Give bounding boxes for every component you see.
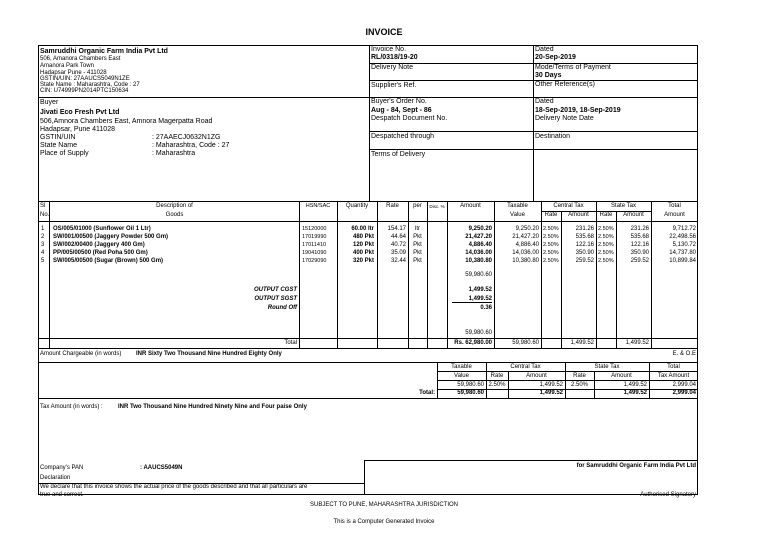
item-hsn: 19041090 bbox=[302, 250, 327, 256]
item-amount: 14,036.00 bbox=[465, 250, 492, 256]
summary-state: State Tax bbox=[594, 364, 620, 370]
item-total: 9,712.72 bbox=[672, 226, 696, 232]
other-ref-label: Other Reference(s) bbox=[535, 81, 595, 88]
item-quantity: 400 Pkt bbox=[352, 250, 374, 256]
item-ct-rate: 2.50% bbox=[543, 234, 559, 240]
item-hsn: 17019990 bbox=[302, 234, 327, 240]
grand-total: Rs. 62,980.00 bbox=[454, 340, 492, 346]
item-ct-amount: 122.16 bbox=[575, 242, 594, 248]
item-taxable: 4,886.40 bbox=[515, 242, 539, 248]
item-sl: 2 bbox=[41, 234, 45, 240]
amount-words: INR Sixty Two Thousand Nine Hundred Eighty Only bbox=[136, 351, 282, 357]
item-description: SW/002/00400 (Jaggery 400 Gm) bbox=[53, 242, 145, 248]
item-total: 5,130.72 bbox=[672, 242, 696, 248]
item-st-amount: 259.52 bbox=[630, 258, 649, 264]
header-description: Description of bbox=[156, 203, 193, 209]
item-rate: 35.09 bbox=[390, 250, 406, 256]
buyer-address: 506,Amnora Chambers East, Amnora Magerpatta Road bbox=[40, 118, 213, 125]
item-amount: 21,427.20 bbox=[465, 234, 492, 240]
item-ct-rate: 2.50% bbox=[543, 250, 559, 256]
pan-label: Company's PAN bbox=[40, 465, 84, 471]
header-ct-rate: Rate bbox=[544, 212, 558, 218]
item-total: 22,498.56 bbox=[669, 234, 696, 240]
invoice-no: RL/0318/19-20 bbox=[371, 54, 418, 61]
seller-line: State Name : Maharashtra, Code : 27 bbox=[40, 82, 140, 88]
declaration-text: true and correct. bbox=[40, 492, 84, 498]
header-ct-amount: Amount bbox=[568, 212, 589, 218]
output-cgst-label: OUTPUT CGST bbox=[254, 287, 297, 293]
item-sl: 4 bbox=[41, 250, 45, 256]
buyer-order: Aug - 84, Sept - 86 bbox=[371, 107, 432, 114]
item-total: 14,737.80 bbox=[669, 250, 696, 256]
header-goods: Goods bbox=[165, 212, 184, 218]
summary-taxable: Taxable bbox=[451, 364, 472, 370]
order-dated: 18-Sep-2019, 18-Sep-2019 bbox=[535, 107, 621, 114]
item-st-amount: 122.16 bbox=[630, 242, 649, 248]
item-taxable: 21,427.20 bbox=[512, 234, 539, 240]
item-per: Pkt bbox=[413, 234, 422, 240]
item-amount: 4,886.40 bbox=[468, 242, 492, 248]
summary-total-total: 2,999.04 bbox=[672, 390, 696, 396]
item-rate: 40.72 bbox=[390, 242, 406, 248]
invoice-title: INVOICE bbox=[365, 27, 403, 37]
item-description: SW/001/00500 (Jaggery Powder 500 Gm) bbox=[53, 234, 169, 240]
item-quantity: 60.00 ltr bbox=[351, 226, 374, 232]
despatched-through-label: Despatched through bbox=[371, 133, 435, 140]
header-per: per bbox=[413, 203, 422, 209]
item-st-amount: 535.68 bbox=[630, 234, 649, 240]
subtotal-repeat: 59,980.60 bbox=[465, 330, 492, 336]
summary-total-ct: 1,499.52 bbox=[539, 390, 563, 396]
item-st-rate: 2.50% bbox=[598, 242, 614, 248]
seller-name: Samruddhi Organic Farm India Pvt Ltd bbox=[40, 48, 168, 55]
total-label: Total bbox=[284, 340, 297, 346]
dated-value: 20-Sep-2019 bbox=[535, 54, 576, 61]
order-dated-label: Dated bbox=[535, 98, 554, 105]
header-total: Total bbox=[668, 203, 681, 209]
subtotal: 59,980.60 bbox=[465, 272, 492, 278]
delivery-note-date-label: Delivery Note Date bbox=[535, 115, 594, 122]
output-sgst-label: OUTPUT SGST bbox=[254, 296, 297, 302]
header-sl: Sl bbox=[40, 203, 46, 209]
item-taxable: 10,380.80 bbox=[512, 258, 539, 264]
item-rate: 44.64 bbox=[390, 234, 406, 240]
item-total: 10,899.84 bbox=[669, 258, 696, 264]
supplier-ref-label: Supplier's Ref. bbox=[371, 82, 417, 89]
summary-total-st: 1,499.52 bbox=[623, 390, 647, 396]
seller-line: GSTIN/UIN: 27AAUCS5049N1ZE bbox=[40, 76, 130, 82]
invoice-no-label: Invoice No. bbox=[371, 46, 407, 53]
header-total-amount: Amount bbox=[664, 212, 685, 218]
item-amount: 10,380.80 bbox=[465, 258, 492, 264]
item-quantity: 120 Pkt bbox=[352, 242, 374, 248]
summary-row-st-rate: 2.50% bbox=[570, 382, 588, 388]
item-ct-amount: 350.90 bbox=[575, 250, 594, 256]
eoe-note: E. & O.E bbox=[672, 351, 696, 357]
buyer-place: : Maharashtra bbox=[152, 150, 196, 157]
summary-value: Value bbox=[454, 373, 469, 379]
pan-value: : AAUCS5049N bbox=[140, 465, 183, 471]
seller-line: CIN: U74999PN2014PTC150634 bbox=[40, 88, 129, 94]
declaration-label: Declaration bbox=[40, 475, 71, 481]
output-sgst: 1,499.52 bbox=[468, 296, 492, 302]
buyer-address: Hadapsar, Pune 411028 bbox=[40, 126, 115, 133]
dated-label: Dated bbox=[535, 46, 554, 53]
summary-total: Total bbox=[667, 364, 680, 370]
seller-line: Hadapsar Pune - 411028 bbox=[40, 70, 107, 76]
header-no: No. bbox=[40, 212, 50, 218]
item-quantity: 320 Pkt bbox=[352, 258, 374, 264]
summary-tax-amount: Tax Amount bbox=[657, 373, 690, 379]
despatch-doc-label: Despatch Document No. bbox=[371, 115, 448, 122]
item-description: PP/005/00500 (Red Poha 500 Gm) bbox=[53, 250, 148, 256]
destination-label: Destination bbox=[535, 133, 571, 140]
declaration-text: We declare that this invoice shows the actual price of the goods described and that all particulars are bbox=[40, 484, 308, 490]
summary-row-ct-rate: 2.50% bbox=[488, 382, 506, 388]
buyer-place-label: Place of Supply bbox=[40, 150, 89, 157]
payment-terms: 30 Days bbox=[535, 72, 562, 79]
item-per: Pkt bbox=[413, 258, 422, 264]
item-st-rate: 2.50% bbox=[598, 226, 614, 232]
authorised-signatory: Authorised Signatory bbox=[640, 492, 696, 498]
output-cgst: 1,499.52 bbox=[468, 287, 492, 293]
item-taxable: 9,250.20 bbox=[515, 226, 539, 232]
item-description: SW/005/00500 (Sugar (Brown) 500 Gm) bbox=[53, 258, 164, 264]
buyer-state-label: State Name bbox=[40, 142, 77, 149]
summary-row-st-amt: 1,499.52 bbox=[623, 382, 647, 388]
tax-words: INR Two Thousand Nine Hundred Ninety Nine and Four paise Only bbox=[118, 404, 307, 410]
item-ct-amount: 231.26 bbox=[575, 226, 594, 232]
item-ct-amount: 535.68 bbox=[575, 234, 594, 240]
item-amount: 9,250.20 bbox=[468, 226, 492, 232]
item-rate: 154.17 bbox=[387, 226, 406, 232]
summary-row-total: 2,999.04 bbox=[672, 382, 696, 388]
header-rate: Rate bbox=[386, 203, 399, 209]
summary-ct-rate-head: Rate bbox=[490, 373, 504, 379]
buyer-heading: Buyer bbox=[40, 99, 59, 106]
summary-total-value: 59,980.60 bbox=[457, 390, 484, 396]
summary-row-value: 59,980.60 bbox=[457, 382, 484, 388]
header-value: Value bbox=[510, 212, 525, 218]
item-hsn: 15120000 bbox=[302, 226, 327, 232]
item-hsn: 17029090 bbox=[302, 258, 327, 264]
item-ct-rate: 2.50% bbox=[543, 226, 559, 232]
item-ct-amount: 259.52 bbox=[575, 258, 594, 264]
item-taxable: 14,036.00 bbox=[512, 250, 539, 256]
header-amount: Amount bbox=[460, 203, 481, 209]
item-sl: 5 bbox=[41, 258, 45, 264]
header-taxable: Taxable bbox=[507, 203, 528, 209]
item-quantity: 480 Pkt bbox=[352, 234, 374, 240]
header-st-amount: Amount bbox=[623, 212, 644, 218]
buyer-gstin-label: GSTIN/UIN bbox=[40, 134, 76, 141]
item-sl: 3 bbox=[41, 242, 45, 248]
header-quantity: Quantity bbox=[345, 203, 369, 209]
header-st-rate: Rate bbox=[599, 212, 613, 218]
header-disc: Disc. % bbox=[429, 204, 445, 209]
payment-terms-label: Mode/Terms of Payment bbox=[535, 64, 611, 71]
buyer-name: Jivati Eco Fresh Pvt Ltd bbox=[40, 109, 120, 116]
amount-words-label: Amount Chargeable (in words) bbox=[40, 351, 122, 357]
item-ct-rate: 2.50% bbox=[543, 258, 559, 264]
header-central-tax: Central Tax bbox=[553, 203, 584, 209]
item-st-rate: 2.50% bbox=[598, 234, 614, 240]
summary-row-ct-amt: 1,499.52 bbox=[539, 382, 563, 388]
total-ct: 1,499.52 bbox=[570, 340, 594, 346]
item-description: OS/005/01000 (Sunflower Oil 1 Ltr) bbox=[53, 226, 151, 232]
tax-words-label: Tax Amount (in words) : bbox=[40, 404, 103, 410]
summary-central: Central Tax bbox=[510, 364, 541, 370]
summary-st-rate-head: Rate bbox=[573, 373, 586, 379]
summary-ct-amount-head: Amount bbox=[526, 373, 547, 379]
round-off: 0.36 bbox=[480, 305, 492, 311]
seller-line: Amanora Park Town bbox=[40, 63, 94, 69]
buyer-state: : Maharashtra, Code : 27 bbox=[152, 142, 230, 149]
item-ct-rate: 2.50% bbox=[543, 242, 559, 248]
computer-generated-note: This is a Computer Generated Invoice bbox=[333, 519, 435, 525]
buyer-order-label: Buyer's Order No. bbox=[371, 98, 427, 105]
terms-of-delivery-label: Terms of Delivery bbox=[371, 151, 426, 158]
summary-total-label: Total: bbox=[419, 390, 435, 396]
item-sl: 1 bbox=[41, 226, 45, 232]
delivery-note-label: Delivery Note bbox=[371, 64, 414, 71]
item-st-rate: 2.50% bbox=[598, 258, 614, 264]
item-rate: 32.44 bbox=[390, 258, 406, 264]
item-hsn: 17011410 bbox=[302, 242, 327, 248]
header-state-tax: State Tax bbox=[611, 203, 636, 209]
summary-st-amount-head: Amount bbox=[611, 373, 632, 379]
item-st-amount: 350.90 bbox=[630, 250, 649, 256]
item-st-rate: 2.50% bbox=[598, 250, 614, 256]
total-st: 1,499.52 bbox=[625, 340, 649, 346]
total-taxable: 59,980.60 bbox=[512, 340, 539, 346]
seller-line: 506, Amanora Chambers East bbox=[40, 56, 121, 62]
item-per: ltr bbox=[415, 226, 420, 232]
item-per: Pkt bbox=[413, 250, 422, 256]
jurisdiction: SUBJECT TO PUNE, MAHARASHTRA JURISDICTION bbox=[309, 502, 459, 508]
item-per: Pkt bbox=[413, 242, 422, 248]
for-company: for Samruddhi Organic Farm India Pvt Ltd bbox=[576, 463, 696, 469]
round-off-label: Round Off bbox=[267, 305, 297, 311]
buyer-gstin: : 27AAECJ0632N1ZG bbox=[152, 134, 221, 141]
item-st-amount: 231.26 bbox=[630, 226, 649, 232]
header-hsn: HSN/SAC bbox=[305, 203, 331, 209]
